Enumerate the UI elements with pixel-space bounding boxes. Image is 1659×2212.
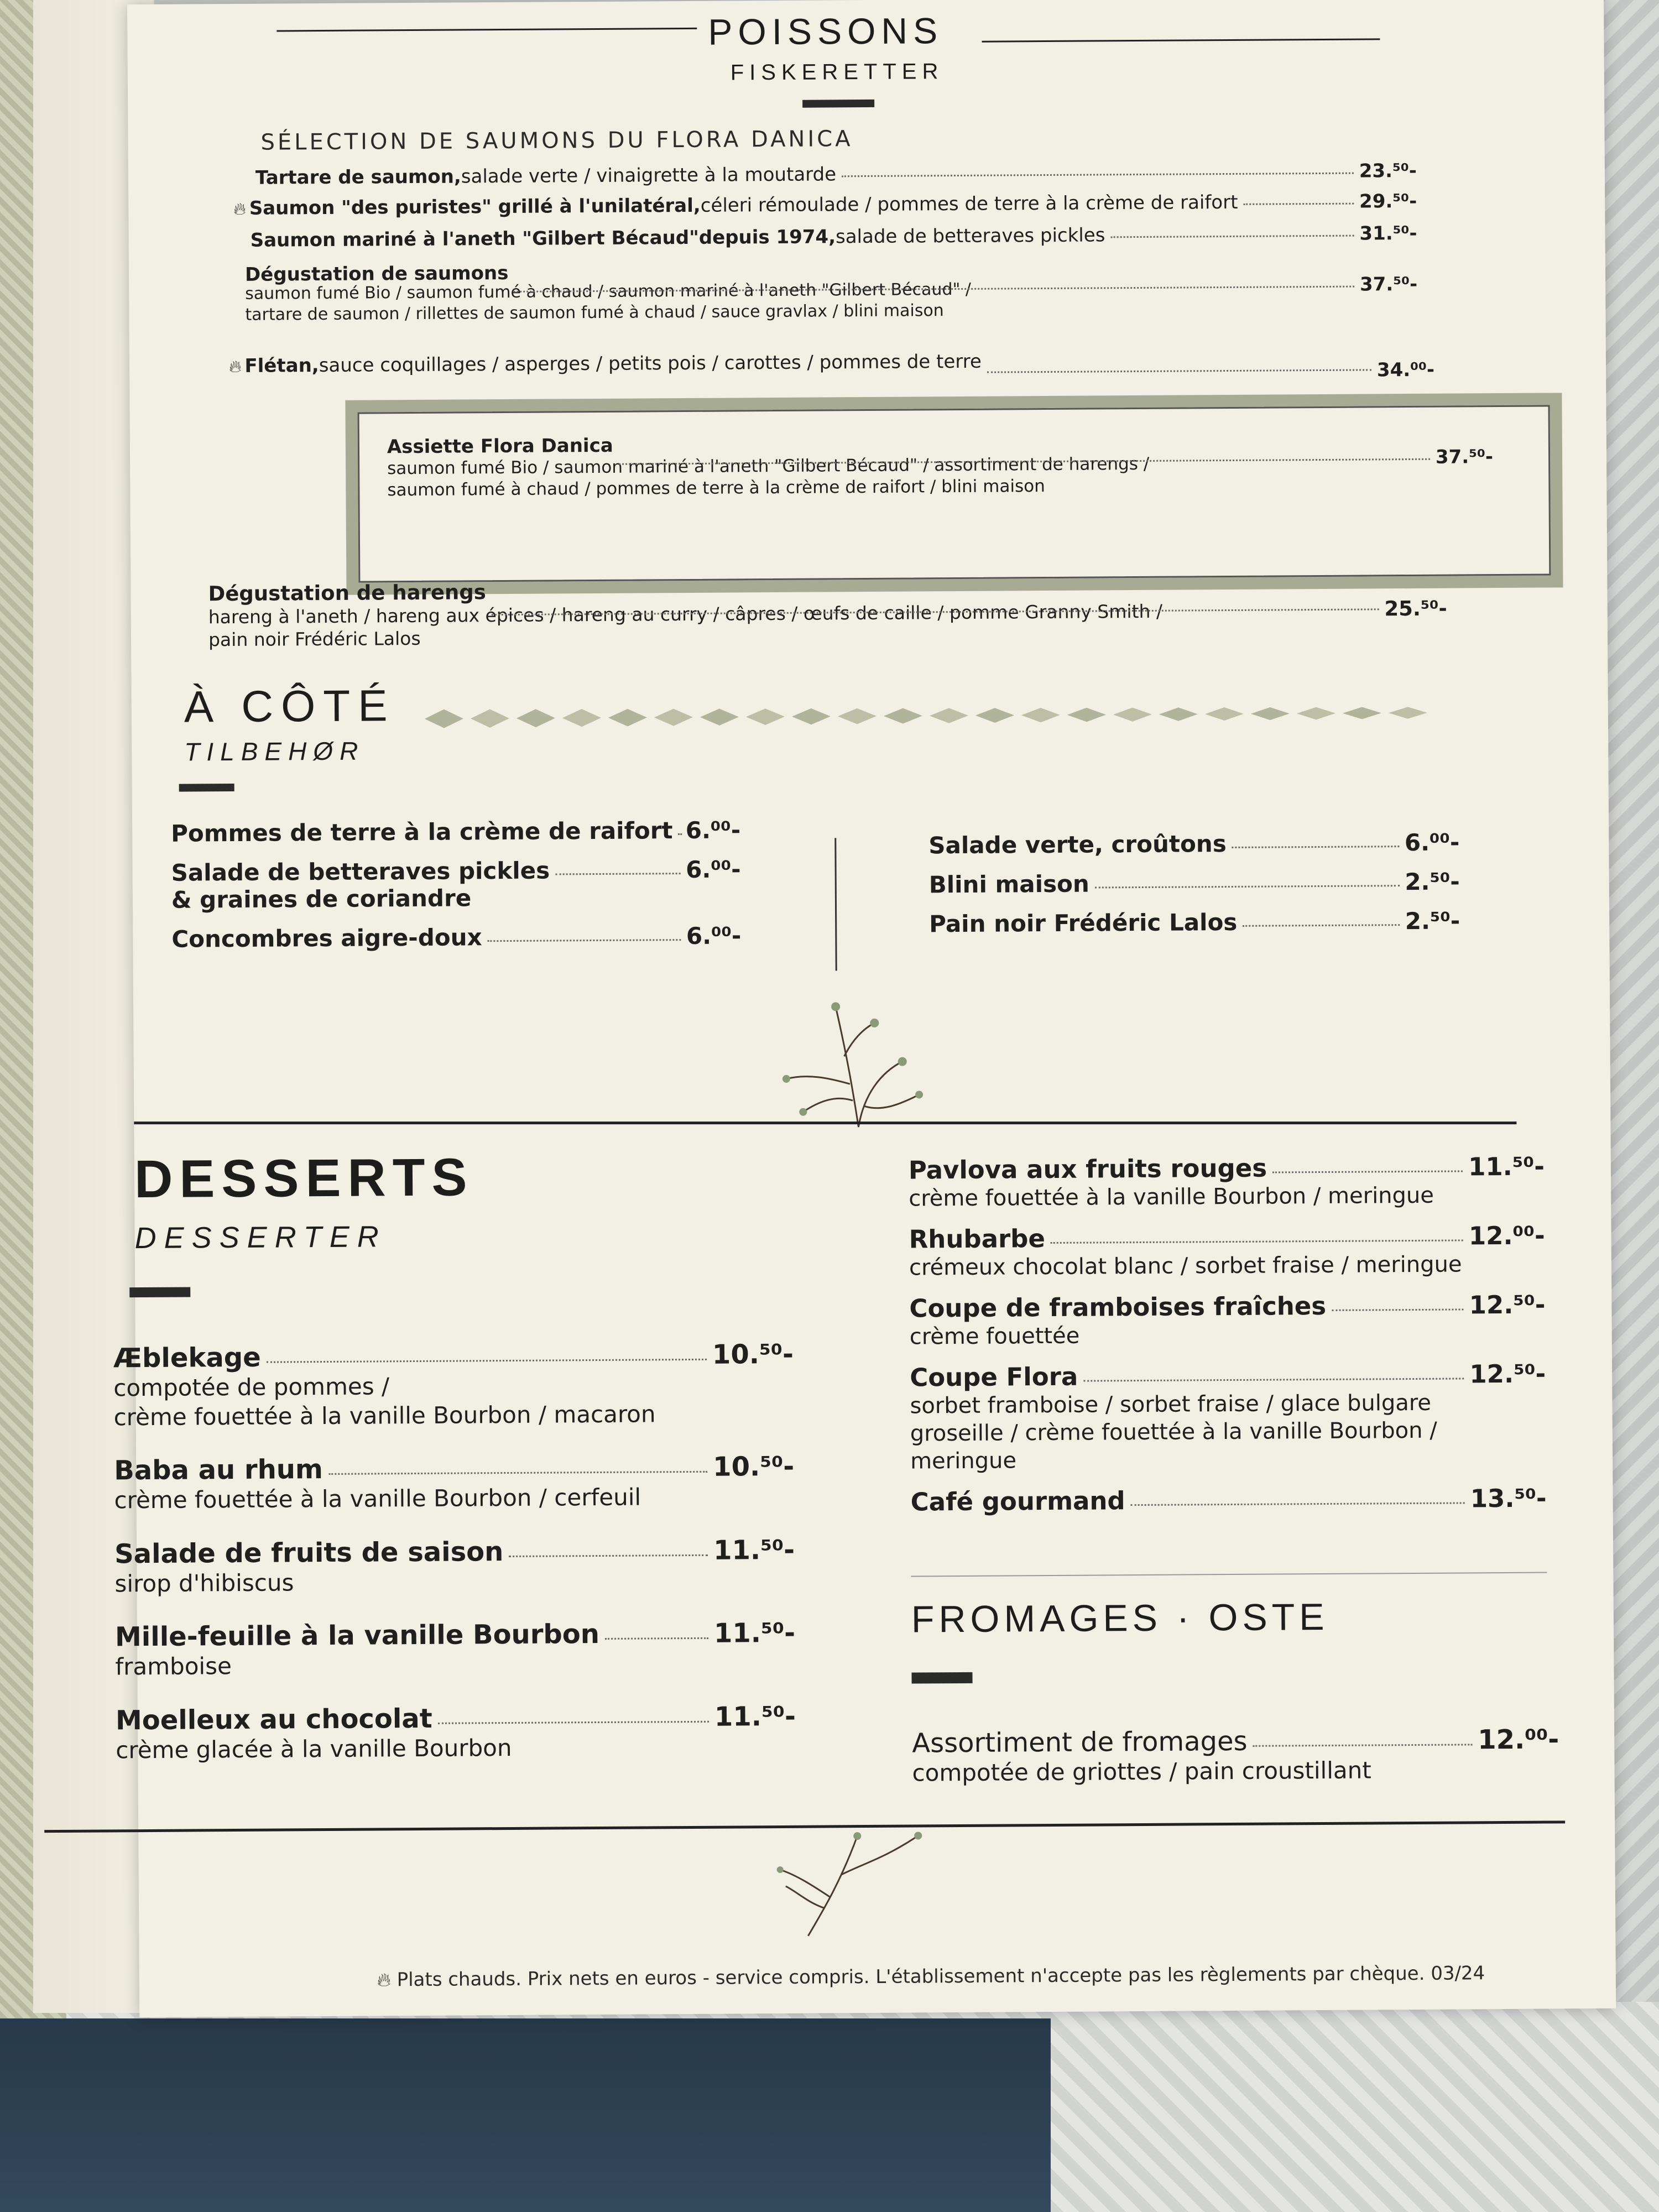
item-name: Salade de fruits de saison — [114, 1536, 504, 1569]
item-price: 10.⁵⁰- — [712, 1338, 794, 1370]
menu-item — [910, 1359, 1546, 1475]
diamond-ornament — [608, 709, 647, 727]
item-price: 10.⁵⁰- — [713, 1451, 795, 1483]
item-name: Pavlova aux fruits rouges — [908, 1153, 1267, 1185]
diamond-ornament — [1343, 707, 1381, 719]
diamond-ornament — [1021, 708, 1060, 723]
item-name: Pain noir Frédéric Lalos — [929, 908, 1238, 938]
item-price: 6.⁰⁰- — [1404, 828, 1460, 857]
footer-note: 🔥︎ Plats chauds. Prix nets en euros - service compris. L'établissement n'accepte pas les règlements par chèque. 03/24 — [377, 1962, 1485, 1991]
item-price: 11.⁵⁰- — [713, 1534, 795, 1566]
menu-item — [115, 1618, 796, 1682]
item-price: 2.⁵⁰- — [1405, 868, 1460, 896]
item-price: 2.⁵⁰- — [1405, 907, 1460, 935]
item-description: crémeux chocolat blanc / sorbet fraise / meringue — [909, 1251, 1462, 1281]
menu-page — [113, 0, 1616, 2017]
item-description: sirop d'hibiscus — [114, 1568, 294, 1597]
item-price: 12.⁰⁰- — [1468, 1220, 1545, 1251]
desserts-title: DESSERTS — [134, 1147, 474, 1209]
menu-item — [909, 1290, 1546, 1351]
item-description: compotée de pommes / crème fouettée à la vanille Bourbon / macaron — [113, 1373, 656, 1431]
item-name: Concombres aigre-doux — [171, 924, 482, 953]
fromages-bar — [911, 1672, 972, 1684]
item-name: Mille-feuille à la vanille Bourbon — [114, 1618, 600, 1653]
background-jeans — [0, 2018, 1051, 2212]
menu-item-degustation-saumons: Dégustation de saumons 37.⁵⁰- saumon fumé Bio / saumon fumé à chaud / saumon mariné à l'aneth "Gilbert Bécaud" / tartare de saumon / rillettes de saumon fumé à chaud / sauce gravlax / blini maison — [244, 262, 1418, 325]
menu-item — [113, 1339, 794, 1432]
item-price: 6.⁰⁰- — [686, 855, 741, 884]
header-rule-right — [982, 38, 1380, 42]
item-name: Salade verte, croûtons — [928, 830, 1227, 859]
diamond-ornament — [1205, 707, 1244, 721]
diamond-ornament — [1389, 707, 1427, 719]
diamond-ornament — [654, 708, 693, 726]
menu-item-assiette-flora-danica: Assiette Flora Danica 37.⁵⁰- saumon fumé Bio / saumon mariné à l'aneth "Gilbert Bécaud" / assortiment de harengs / saumon fumé à chaud / pommes de terre à la crème de raifort / blini maison — [387, 434, 1494, 500]
flame-icon: 🔥︎ — [377, 1969, 391, 1991]
menu-item — [171, 816, 740, 847]
acote-divider — [834, 838, 837, 971]
desserts-rule — [134, 1121, 1516, 1124]
item-description: crème fouettée à la vanille Bourbon / meringue — [909, 1182, 1434, 1212]
diamond-ornament — [838, 708, 877, 724]
diamond-ornament — [517, 709, 555, 727]
menu-item — [929, 868, 1460, 898]
diamond-ornament — [1297, 707, 1335, 720]
menu-item — [116, 1700, 796, 1765]
diamond-ornament — [700, 708, 739, 726]
diamond-ornament — [746, 708, 785, 725]
diamond-ornament — [1251, 707, 1290, 721]
fromages-rule — [911, 1572, 1547, 1577]
item-name: Coupe de framboises fraîches — [909, 1291, 1327, 1323]
herb-sprig-illustration — [769, 995, 947, 1129]
menu-item — [928, 828, 1459, 859]
menu-item-saumon-puristes: 🔥︎ Saumon "des puristes" grillé à l'unilatéral, céleri rémoulade / pommes de terre à la crème de raifort 29.⁵⁰- — [233, 190, 1417, 220]
item-price: 6.⁰⁰- — [685, 816, 741, 844]
menu-item — [909, 1221, 1546, 1282]
item-price: 11.⁵⁰- — [713, 1617, 796, 1649]
herb-sprig-illustration-bottom — [774, 1830, 941, 1942]
item-description: framboise — [115, 1652, 232, 1681]
diamond-ornament — [471, 709, 509, 728]
desserts-bar — [129, 1287, 190, 1298]
acote-subtitle: TILBEHØR — [184, 736, 365, 766]
diamond-ornament — [792, 708, 831, 725]
poissons-title: POISSONS — [708, 10, 943, 53]
diamond-ornament — [562, 709, 601, 727]
flame-icon: 🔥︎ — [228, 357, 242, 377]
item-description: crème fouettée — [909, 1323, 1080, 1350]
desserts-right-list — [909, 1152, 1547, 1529]
diamond-pattern — [419, 688, 1448, 744]
desserts-subtitle: DESSERTER — [134, 1220, 387, 1255]
poissons-subtitle: FISKERETTER — [730, 59, 944, 85]
diamond-ornament — [1113, 707, 1152, 721]
item-name: Pommes de terre à la crème de raifort — [171, 817, 673, 847]
item-name: Æblekage — [113, 1342, 261, 1374]
diamond-ornament — [425, 709, 463, 728]
menu-item — [171, 855, 741, 913]
assiette-frame — [345, 393, 1563, 594]
menu-item-assortiment-fromages: Assortiment de fromages 12.⁰⁰- compotée de griottes / pain croustillant — [912, 1724, 1559, 1787]
menu-item — [910, 1484, 1546, 1517]
item-name: Rhubarbe — [909, 1224, 1046, 1254]
header-rule-left — [276, 28, 697, 32]
item-price: 12.⁵⁰- — [1469, 1290, 1546, 1320]
menu-item — [929, 907, 1460, 937]
acote-title: À CÔTÉ — [184, 681, 395, 732]
selection-heading: SÉLECTION DE SAUMONS DU FLORA DANICA — [260, 126, 853, 155]
item-price: 6.⁰⁰- — [686, 922, 742, 950]
item-price: 13.⁵⁰- — [1470, 1483, 1547, 1514]
menu-item — [909, 1152, 1545, 1213]
menu-item — [114, 1451, 795, 1515]
diamond-ornament — [1067, 708, 1106, 722]
diamond-ornament — [1159, 707, 1198, 721]
diamond-ornament — [930, 708, 968, 723]
item-description: crème fouettée à la vanille Bourbon / cerfeuil — [114, 1483, 641, 1514]
item-name: Moelleux au chocolat — [115, 1703, 432, 1736]
menu-item-fletan: 🔥︎ Flétan, sauce coquillages / asperges / petits pois / carottes / pommes de terre 34.⁰⁰- — [228, 350, 1435, 382]
acote-bar — [179, 784, 234, 792]
menu-item-tartare: Tartare de saumon, salade verte / vinaigrette à la moutarde 23.⁵⁰- — [255, 159, 1417, 189]
item-price: 12.⁵⁰- — [1469, 1359, 1546, 1389]
menu-item-saumon-marine: Saumon mariné à l'aneth "Gilbert Bécaud"depuis 1974, salade de betteraves pickles 31.⁵⁰- — [250, 222, 1417, 252]
flame-icon: 🔥︎ — [233, 199, 246, 219]
item-name: Salade de betteraves pickles & graines de coriandre — [171, 857, 550, 914]
poissons-bar — [802, 100, 874, 108]
item-name: Café gourmand — [910, 1486, 1125, 1517]
menu-item-degustation-harengs: Dégustation de harengs 25.⁵⁰- hareng à l'aneth / hareng aux épices / hareng au curry / câpres / œufs de caille / pomme Granny Smith / pain noir Frédéric Lalos — [208, 580, 1447, 651]
diamond-ornament — [975, 708, 1014, 723]
acote-left-list — [171, 816, 742, 964]
fromages-title: FROMAGES · OSTE — [911, 1595, 1329, 1641]
item-price: 11.⁵⁰- — [1468, 1151, 1545, 1182]
menu-item — [114, 1534, 795, 1598]
diamond-ornament — [884, 708, 922, 723]
item-price: 11.⁵⁰- — [714, 1700, 796, 1733]
item-name: Coupe Flora — [910, 1361, 1078, 1392]
desserts-left-list — [113, 1339, 796, 1788]
item-name: Blini maison — [928, 870, 1089, 899]
acote-right-list — [928, 828, 1460, 950]
item-description: sorbet framboise / sorbet fraise / glace bulgare groseille / crème fouettée à la vanille Bourbon / meringue — [910, 1390, 1437, 1474]
item-name: Baba au rhum — [114, 1454, 324, 1486]
menu-item — [171, 922, 741, 952]
item-description: crème glacée à la vanille Bourbon — [116, 1734, 512, 1764]
